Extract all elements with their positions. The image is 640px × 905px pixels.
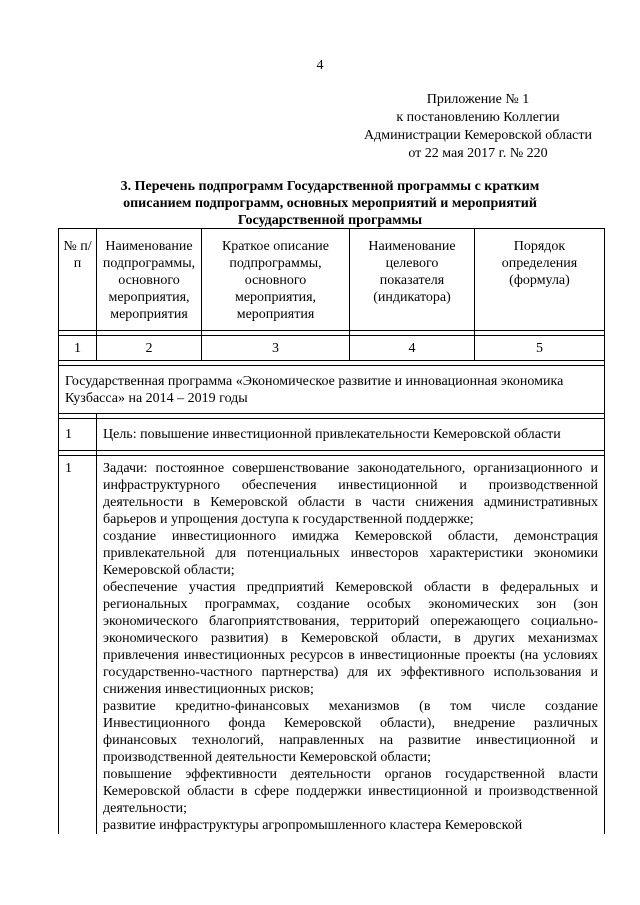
program-title-cell: Государственная программа «Экономическое развитие и инновационная экономика Кузбасса» на 2014 – 2019 годы — [59, 366, 605, 414]
tasks-text-cell — [97, 456, 605, 835]
section-title-line-1: 3. Перечень подпрограмм Государственной программы с кратким — [120, 179, 540, 194]
page-number: 4 — [316, 58, 324, 73]
table-header-row — [59, 229, 605, 331]
task-paragraph: создание инвестиционного имиджа Кемеровской области, демонстрация привлекательной для потенциальных инвесторов характеристики экономики Кемеровской области; — [103, 529, 598, 578]
section-title-line-3: Государственной программы — [237, 213, 423, 228]
tasks-number-cell: 1 — [59, 456, 97, 835]
header-cell-number: № п/п — [59, 229, 97, 331]
task-paragraph: обеспечение участия предприятий Кемеровской области в федеральных и региональных программах, создание особых экономических зон (зон экономического благоприятствования, территорий опережающего социально-экономического развития) в Кемеровской области, в других механизмах привлечения инвестиционных ресурсов в инвестиционные проекты (на условиях государственно-частного партнерства) для их эффективного использования и снижения инвестиционных рисков; — [103, 580, 598, 697]
appendix-line-2: к постановлению Коллегии — [396, 110, 560, 125]
tasks-row — [59, 456, 605, 835]
task-paragraph: развитие кредитно-финансовых механизмов (в том числе создание Инвестиционного фонда Кемеровской области), внедрение различных финансовых технологий, направленных на развитие инвестиционной и производственной деятельности Кемеровской области; — [103, 699, 598, 765]
appendix-line-1: Приложение № 1 — [426, 92, 530, 107]
task-paragraph: развитие инфраструктуры агропромышленного кластера Кемеровской — [103, 818, 523, 833]
appendix-line-3: Администрации Кемеровской области — [364, 128, 592, 143]
goal-text-cell: Цель: повышение инвестиционной привлекательности Кемеровской области — [97, 419, 605, 451]
section-title-line-2: описанием подпрограмм, основных мероприятий и мероприятий — [123, 196, 537, 211]
program-table — [58, 228, 605, 834]
column-number-cell: 3 — [202, 336, 350, 361]
header-cell-formula: Порядок определения (формула) — [475, 229, 605, 331]
goal-number-cell: 1 — [59, 419, 97, 451]
column-number-cell: 1 — [59, 336, 97, 361]
appendix-block — [364, 91, 592, 163]
goal-row — [59, 419, 605, 451]
header-cell-indicator: Наименование целевого показателя (индикатора) — [350, 229, 475, 331]
section-title — [60, 178, 600, 229]
header-cell-name: Наименование подпрограммы, основного мероприятия, мероприятия — [97, 229, 202, 331]
program-row — [59, 366, 605, 414]
column-number-row — [59, 336, 605, 361]
task-paragraph: Задачи: постоянное совершенствование законодательного, организационного и инфраструктурного обеспечения инвестиционной и производственной деятельности в Кемеровской области в части снижения административных барьеров и упрощения доступа к государственной поддержке; — [103, 461, 598, 527]
column-number-cell: 4 — [350, 336, 475, 361]
header-cell-description: Краткое описание подпрограммы, основного мероприятия, мероприятия — [202, 229, 350, 331]
task-paragraph: повышение эффективности деятельности органов государственной власти Кемеровской области в сфере поддержки инвестиционной и производственной деятельности; — [103, 767, 598, 816]
column-number-cell: 5 — [475, 336, 605, 361]
appendix-line-4: от 22 мая 2017 г. № 220 — [408, 146, 548, 161]
column-number-cell: 2 — [97, 336, 202, 361]
